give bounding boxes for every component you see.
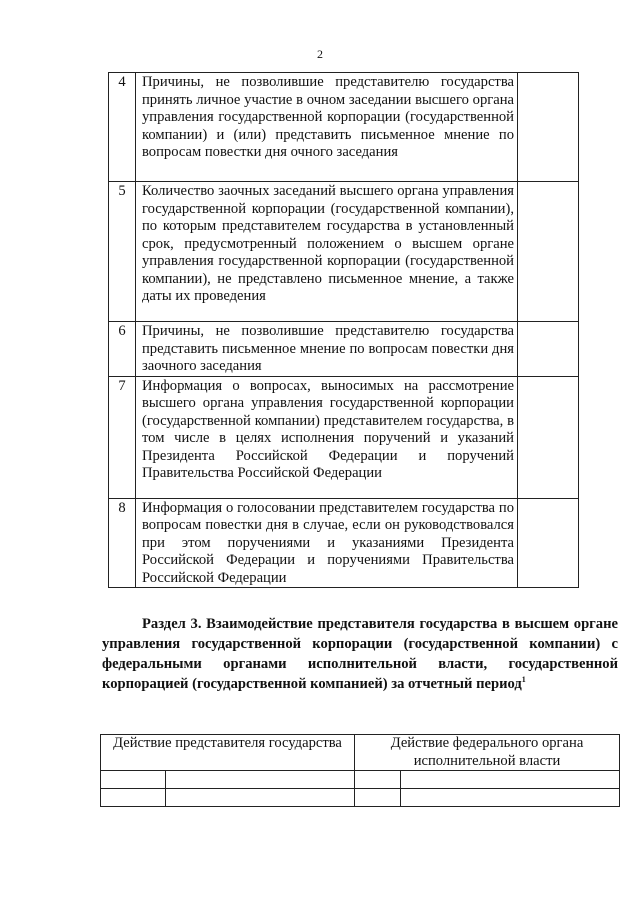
row-text: Причины, не позволившие представителю государства принять личное участие в очном заседании высшего органа управления государственной корпорации (государственной компании) и (или) представить письменное мнение по вопросам повестки дня очного заседания [136,73,518,182]
row-value-cell [518,322,579,377]
table-row [109,322,579,377]
table-cell [355,771,401,789]
row-number: 8 [109,498,136,588]
page-number: 2 [317,47,323,61]
table-row [109,182,579,322]
table-cell [401,771,620,789]
row-number: 4 [109,73,136,182]
row-value-cell [518,73,579,182]
column-header-federal-body: Действие федерального органа исполнительной власти [355,735,620,771]
row-text: Информация о вопросах, выносимых на рассмотрение высшего органа управления государственной корпорации (государственной компании) представителем государства, в том числе в целях исполнения поручений и указаний Президента Российской Федерации и поручений Правительства Российской Федерации [136,376,518,498]
table-row [101,789,620,807]
row-number: 6 [109,322,136,377]
footnote-mark: 1 [521,675,526,685]
table-cell [101,789,166,807]
row-text: Информация о голосовании представителем государства по вопросам повестки дня в случае, если он руководствовался при этом поручениями и указаниями Президента Российской Федерации и поручениями Правительства Российской Федерации [136,498,518,588]
row-number: 5 [109,182,136,322]
table-row [109,498,579,588]
row-text: Количество заочных заседаний высшего органа управления государственной корпорации (государственной компании), по которым представителем государства в установленный срок, предусмотренный положением о высшем органе управления государственной корпорации (государственной компании), не представлено письменное мнение, а также даты их проведения [136,182,518,322]
row-value-cell [518,182,579,322]
section-3-heading [102,614,618,694]
table-cell [166,789,355,807]
table-cell [355,789,401,807]
table-row [109,73,579,182]
table-header-row [101,735,620,771]
table-row [101,771,620,789]
report-table [108,72,579,588]
column-header-state-representative: Действие представителя государства [101,735,355,771]
table-cell [101,771,166,789]
row-text: Причины, не позволившие представителю государства представить письменное мнение по вопросам повестки дня заочного заседания [136,322,518,377]
table-cell [401,789,620,807]
table-cell [166,771,355,789]
row-value-cell [518,376,579,498]
row-value-cell [518,498,579,588]
table-row [109,376,579,498]
interaction-table [100,734,620,807]
row-number: 7 [109,376,136,498]
section-3-heading-text: Раздел 3. Взаимодействие представителя государства в высшем органе управления государственной корпорации (государственной компании) с федеральными органами исполнительной власти, государственной корпорацией (государственной компанией) за отчетный период [102,616,618,692]
